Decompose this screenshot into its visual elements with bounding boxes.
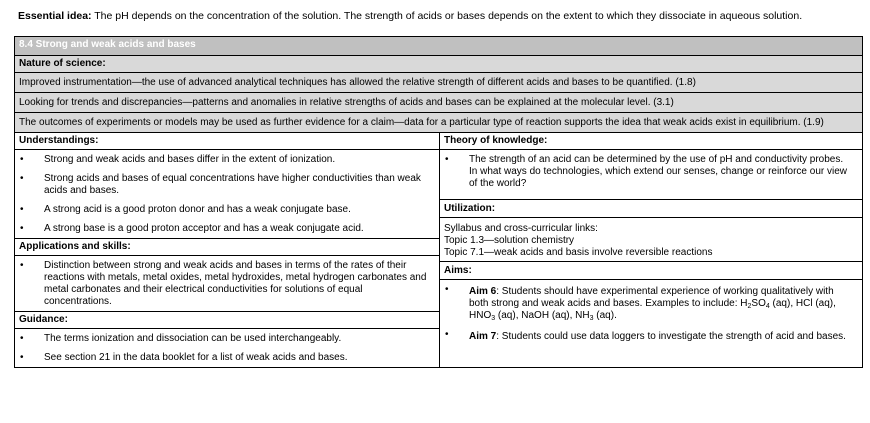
applications-section xyxy=(15,239,439,312)
topic-table xyxy=(14,36,863,368)
bullet-icon: • xyxy=(20,260,24,271)
nos-item: Looking for trends and discrepancies—patterns and anomalies in relative strengths of acids and bases can be explained at the molecular level. (3.1) xyxy=(15,93,862,113)
bullet-icon: • xyxy=(445,154,449,165)
understandings-section xyxy=(15,133,439,239)
tok-section xyxy=(440,133,862,200)
nos-item: The outcomes of experiments or models may be used as further evidence for a claim—data for a particular type of reaction supports the idea that weak acids exist in equilibrium. (1.9) xyxy=(15,113,862,133)
applications-title: Applications and skills: xyxy=(15,239,439,256)
bullet-icon: • xyxy=(20,223,24,234)
nos-item: Improved instrumentation—the use of advanced analytical techniques has allowed the relative strength of different acids and bases to be quantified. (1.8) xyxy=(15,73,862,93)
bullet-icon: • xyxy=(445,284,449,295)
guidance-title: Guidance: xyxy=(15,312,439,329)
nature-of-science-title: Nature of science: xyxy=(15,56,862,73)
utilization-line: Topic 1.3—solution chemistry xyxy=(444,235,575,246)
list-item: • A strong base is a good proton acceptor and has a weak conjugate acid. xyxy=(20,223,364,234)
list-item: • A strong acid is a good proton donor and has a weak conjugate base. xyxy=(20,204,351,215)
bullet-icon: • xyxy=(20,333,24,344)
understandings-title: Understandings: xyxy=(15,133,439,150)
list-item: • Strong acids and bases of equal concentrations have higher conductivities than weak acids and bases. xyxy=(20,173,421,196)
left-column xyxy=(15,133,440,367)
list-item: • See section 21 in the data booklet for a list of weak acids and bases. xyxy=(20,352,348,363)
bullet-icon: • xyxy=(20,204,24,215)
guidance-section xyxy=(15,312,439,367)
utilization-lines xyxy=(440,218,862,261)
tok-title: Theory of knowledge: xyxy=(440,133,862,150)
utilization-line: Syllabus and cross-curricular links: xyxy=(444,223,598,234)
aims-section xyxy=(440,262,862,346)
essential-idea-label: Essential idea: xyxy=(18,10,92,22)
list-item: • Distinction between strong and weak acids and bases in terms of the rates of their reactions with metals, metal oxides, metal hydroxides, metal hydrogen carbonates and metal carbonates and their electrical conductivities for solutions of equal concentrations. xyxy=(20,260,427,307)
nature-of-science xyxy=(15,56,862,133)
bullet-icon: • xyxy=(20,173,24,184)
list-item: • The terms ionization and dissociation can be used interchangeably. xyxy=(20,333,342,344)
list-item: • Aim 6: Students should have experimental experience of working qualitatively with both strong and weak acids and bases. Examples to include: $H_2SO_4$ (aq), HCl (aq), $HNO_3$ (aq), NaOH (aq), $NH_3$ (aq). xyxy=(445,284,836,322)
list-item: • The strength of an acid can be determined by the use of pH and conductivity probes. In what ways do technologies, which extend our senses, change or reinforce our view of the world? xyxy=(445,154,847,189)
essential-idea xyxy=(18,10,858,22)
bullet-icon: • xyxy=(20,352,24,363)
bullet-icon: • xyxy=(20,154,24,165)
list-item: • Aim 7: Students could use data loggers to investigate the strength of acid and bases. xyxy=(445,329,846,342)
bullet-icon: • xyxy=(445,329,449,340)
list-item: • Strong and weak acids and bases differ in the extent of ionization. xyxy=(20,154,336,165)
aims-title: Aims: xyxy=(440,262,862,280)
essential-idea-text: The pH depends on the concentration of the solution. The strength of acids or bases depends on the extent to which they dissociate in aqueous solution. xyxy=(91,10,803,22)
utilization-line: Topic 7.1—weak acids and basis involve reversible reactions xyxy=(444,247,713,258)
two-column-section xyxy=(15,133,862,367)
right-column xyxy=(440,133,862,367)
utilization-section xyxy=(440,200,862,262)
topic-title: 8.4 Strong and weak acids and bases xyxy=(15,37,862,56)
utilization-title: Utilization: xyxy=(440,200,862,218)
